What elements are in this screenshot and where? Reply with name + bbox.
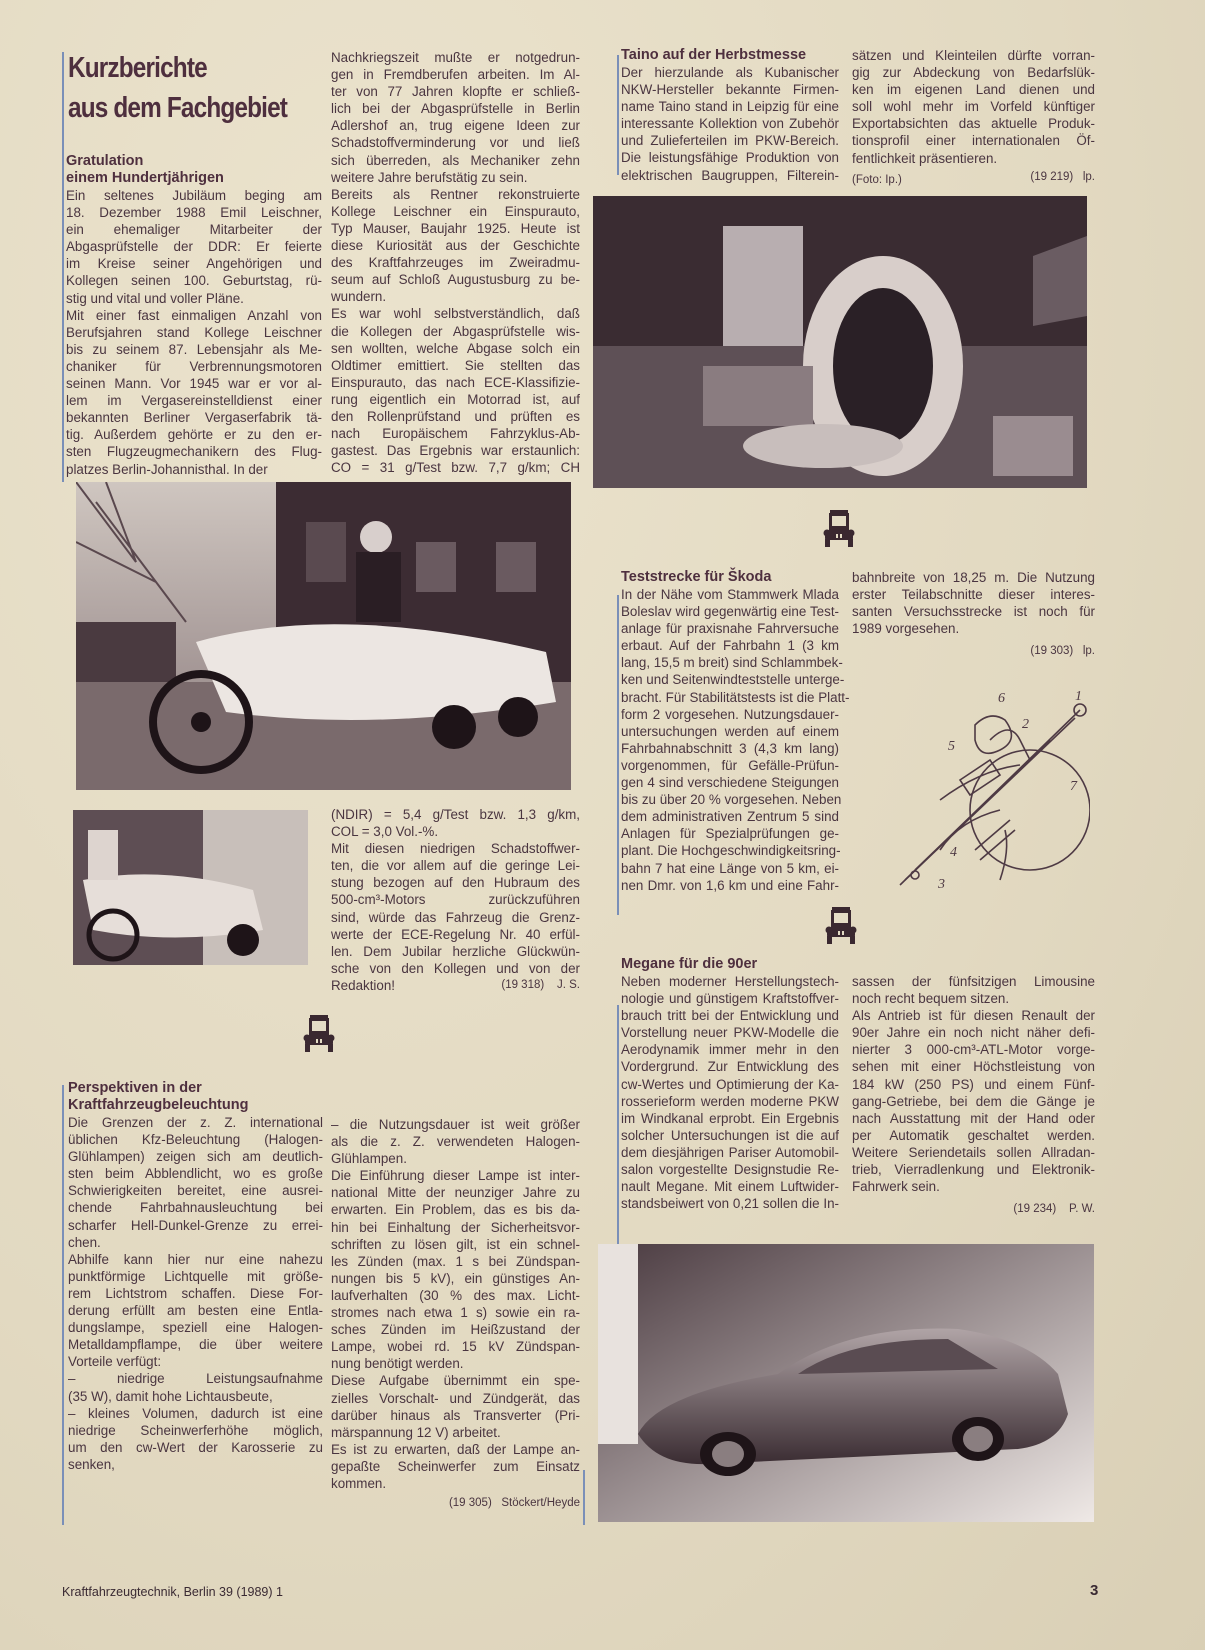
text-line: Adlershof an, trug eigene Ideen zur bbox=[331, 118, 580, 134]
text-line: (NDIR) = 5,4 g/Test bzw. 1,3 g/km, bbox=[331, 807, 580, 822]
text-line: ein ehemaliger Mitarbeiter der bbox=[66, 222, 322, 238]
photo-taino-exhibit bbox=[593, 196, 1087, 488]
text-line: Schwierigkeiten bereitet, eine ausrei- bbox=[68, 1183, 323, 1199]
text-line: Anlagen für Spezialprüfungen ge- bbox=[621, 826, 839, 842]
article-heading: einem Hundertjährigen bbox=[66, 170, 224, 186]
text-line: elektrischen Baugruppen, Filterein- bbox=[621, 167, 839, 183]
diagram-label: 6 bbox=[998, 691, 1005, 706]
text-line: Schadstoffverminderung vor und ließ bbox=[331, 135, 580, 151]
high-speed-ring-track bbox=[970, 750, 1090, 870]
article-megane-column-2 bbox=[852, 973, 1095, 1218]
text-line: stung bezogen auf den Hubraum des bbox=[331, 875, 580, 891]
article-megane-column-1 bbox=[621, 956, 839, 1212]
text-line: dungslampe, speziell eine Halogen- bbox=[68, 1320, 323, 1336]
article-skoda-column-2 bbox=[852, 569, 1095, 660]
text-line: dem administrativen Zentrum 5 sind bbox=[621, 809, 839, 825]
text-line: solcher Untersuchungen ist die auf bbox=[621, 1127, 839, 1143]
text-line: vorgenommen, für Gefälle-Prüfun- bbox=[621, 757, 839, 773]
text-line: ken im eigenen Land dienen und bbox=[852, 82, 1095, 98]
text-line: Glühlampen. bbox=[331, 1151, 407, 1167]
text-line: 1989 vorgesehen. bbox=[852, 621, 960, 637]
text-line: form 2 vorgesehen. Nutzungsdauer- bbox=[621, 706, 839, 722]
text-line: chen. bbox=[68, 1234, 101, 1250]
text-line: len. Dem Jubilar herzliche Glückwün- bbox=[331, 943, 580, 959]
text-line: Fahrbahnabschnitt 3 (4,3 km lang) bbox=[621, 740, 839, 756]
reference-number: (19 318) bbox=[501, 979, 545, 992]
text-line: erster Teilabschnitte dieser interes- bbox=[852, 587, 1095, 603]
text-line: sen wollten, welche Abgase solch ein bbox=[331, 340, 580, 356]
text-line: Der hierzulande als Kubanischer bbox=[621, 65, 839, 80]
text-line: gastest. Das Ergebnis war erstaunlich: bbox=[331, 443, 580, 459]
text-line: gig zur Abdeckung von Bedarfslük- bbox=[852, 65, 1095, 81]
text-line: – kleines Volumen, dadurch ist eine bbox=[68, 1405, 323, 1421]
article-heading: Megane für die 90er bbox=[621, 956, 758, 972]
text-line: bis zu über 20 % vorgesehen. Neben bbox=[621, 792, 842, 808]
text-line: fentlichkeit präsentieren. bbox=[852, 150, 998, 166]
text-line: des Kraftfahrzeuges im Zweiradmu- bbox=[331, 255, 580, 271]
section-title-line: Kurzberichte bbox=[68, 52, 207, 84]
text-line: den Rollenprüfstand und prüften es bbox=[331, 408, 580, 424]
photo-einspurauto-side bbox=[73, 810, 308, 965]
article-heading: Perspektiven in der bbox=[68, 1080, 202, 1096]
diagram-label: 4 bbox=[950, 845, 957, 860]
text-line: nault Megane. Mit einem Luftwider- bbox=[621, 1179, 839, 1195]
text-line: lem im Vergasereinstelldienst einer bbox=[66, 393, 322, 409]
text-line: anlage für praxisnahe Fahrversuche bbox=[621, 621, 839, 637]
text-line: 500-cm³-Motors zurückzuführen bbox=[331, 892, 580, 908]
photo-renault-megane bbox=[598, 1244, 1094, 1522]
photo-einspurauto-with-driver bbox=[76, 482, 571, 790]
text-line: Die Einführung dieser Lampe ist inter- bbox=[331, 1168, 580, 1184]
text-line: üblichen Kfz-Beleuchtung (Halogen- bbox=[68, 1132, 323, 1148]
text-line: standsbeiwert von 0,21 sollen die In- bbox=[621, 1196, 839, 1212]
text-line: interessante Kollektion von Zubehör bbox=[621, 116, 839, 132]
text-line: bahnbreite von 18,25 m. Die Nutzung bbox=[852, 570, 1095, 585]
text-line: Boleslav wird gegenwärtig eine Test- bbox=[621, 604, 839, 620]
text-line: cw-Wertes und Optimierung der Ka- bbox=[621, 1076, 839, 1092]
text-line: erbaut. Auf der Fahrbahn 1 (3 km bbox=[621, 638, 839, 654]
text-line: COL = 3,0 Vol.-%. bbox=[331, 824, 439, 840]
reference-number: (19 305) bbox=[448, 1497, 492, 1510]
text-line: und Zulieferteilen im PKW-Bereich. bbox=[621, 133, 839, 149]
text-line: santen Versuchsstrecke ist noch für bbox=[852, 604, 1095, 620]
text-line: nungen bis 5 kV), ein günstiges An- bbox=[331, 1270, 580, 1286]
text-line: plant. Die Hochgeschwindigkeitsring- bbox=[621, 843, 841, 859]
text-line: Als Antrieb ist für diesen Renault der bbox=[852, 1008, 1095, 1024]
text-line: Es war wohl selbstverständlich, daß bbox=[331, 306, 580, 322]
text-line: laufverhalten (30 % des max. Licht- bbox=[331, 1287, 580, 1303]
text-line: nierter 3 000-cm³-ATL-Motor vorge- bbox=[852, 1042, 1095, 1058]
text-line: scharfer Hell-Dunkel-Grenze zu errei- bbox=[68, 1217, 323, 1233]
article-reference bbox=[852, 1201, 1095, 1218]
article-reference bbox=[852, 169, 1095, 189]
text-line: sten Flugzeugmechanikern des Flug- bbox=[66, 444, 322, 460]
text-line: trieb, Vierradlenkung und Elektronik- bbox=[852, 1162, 1095, 1178]
footer-journal: Kraftfahrzeugtechnik, Berlin 39 (1989) 1 bbox=[62, 1585, 283, 1599]
article-skoda-column-1 bbox=[621, 569, 850, 894]
text-line: chende Fahrbahnausleuchtung bei bbox=[68, 1200, 323, 1216]
text-line: 90er Jahre ein noch nicht näher defi- bbox=[852, 1025, 1095, 1041]
text-line: Mit einer fast einmaligen Anzahl von bbox=[66, 307, 322, 323]
text-line: Aerodynamik immer mehr in den bbox=[621, 1042, 839, 1058]
text-line: punktförmige Lichtquelle mit größe- bbox=[68, 1268, 323, 1284]
text-line: rem Lichtstrom schaffen. Diese For- bbox=[68, 1285, 323, 1301]
text-line: nach Europäischem Fahrzyklus-Ab- bbox=[331, 426, 580, 442]
article-beleuchtung-column-1 bbox=[68, 1080, 323, 1473]
text-line: soll wohl mehr im Vorfeld künftiger bbox=[852, 99, 1095, 115]
text-line: märspannung 12 V) arbeitet. bbox=[331, 1424, 501, 1440]
text-line: werte der ECE-Regelung Nr. 40 erfül- bbox=[331, 926, 580, 942]
text-line: im Windkanal erprobt. Ein Ergebnis bbox=[621, 1110, 839, 1126]
text-line: brauch tritt bei der Entwicklung und bbox=[621, 1008, 839, 1024]
text-line: CO = 31 g/Test bzw. 7,7 g/km; CH bbox=[331, 460, 580, 476]
diagram-label: 5 bbox=[948, 739, 955, 754]
text-line: weitere Jahre berufstätig zu sein. bbox=[331, 169, 528, 185]
diagram-label: 2 bbox=[1022, 717, 1029, 732]
vintage-car-icon bbox=[302, 1013, 336, 1053]
text-line: Die Grenzen der z. Z. international bbox=[68, 1115, 323, 1130]
text-line: die Kollegen der Abgasprüfstelle wis- bbox=[331, 323, 580, 339]
text-line: Glühlampen) zeigen sich am deutlich- bbox=[68, 1149, 323, 1165]
text-line: erwarten. Ein Problem, das es bis da- bbox=[331, 1202, 580, 1218]
renault-megane-image bbox=[598, 1244, 1094, 1522]
author-initials: J. S. bbox=[556, 979, 580, 992]
text-line: sehen mit einer Höchstleistung von bbox=[852, 1059, 1095, 1075]
text-line: Fahrwerk sein. bbox=[852, 1179, 940, 1195]
article-reference bbox=[331, 1495, 580, 1512]
text-line: im Kreise seiner Angehörigen und bbox=[66, 256, 322, 272]
text-line: zielles Vorschalt- und Zündgerät, das bbox=[331, 1390, 580, 1406]
text-line: als die z. Z. verwendeten Halogen- bbox=[331, 1134, 580, 1150]
text-line: name Taino stand in Leipzig für eine bbox=[621, 99, 839, 115]
text-line: diese Kuriosität aus der Geschichte bbox=[331, 238, 580, 254]
article-reference bbox=[852, 643, 1095, 660]
text-line: Oldtimer emittiert. Sie stellten das bbox=[331, 357, 580, 373]
einspurauto-side-image bbox=[73, 810, 308, 965]
text-line: lang, 15,5 m breit) sind Schlammbek- bbox=[621, 655, 843, 671]
article-gratulation-column-3 bbox=[331, 806, 580, 994]
text-line: sassen der fünfsitzigen Limousine bbox=[852, 974, 1095, 989]
column-rule bbox=[62, 52, 64, 482]
text-line: nen Dmr. von 1,6 km und eine Fahr- bbox=[621, 877, 839, 893]
author-initials: lp. bbox=[1082, 170, 1095, 183]
text-line: Kollegen seinen 100. Geburtstag, rü- bbox=[66, 273, 322, 289]
reference-number: (19 303) bbox=[1030, 645, 1074, 658]
text-line: tionsprofil einer internationalen Öf- bbox=[852, 133, 1095, 149]
text-line: Berufsjahren stand Kollege Leischner bbox=[66, 324, 322, 340]
text-line: salon vorgestellte Designstudie Re- bbox=[621, 1162, 839, 1178]
section-title-line: aus dem Fachgebiet bbox=[68, 92, 288, 124]
article-gratulation-column-1 bbox=[66, 153, 322, 478]
author-initials: lp. bbox=[1082, 645, 1095, 658]
article-heading: Kraftfahrzeugbeleuchtung bbox=[68, 1097, 249, 1113]
text-line: schriften zu lösen gilt, ist ein schnel- bbox=[331, 1236, 580, 1252]
taino-exhibit-image bbox=[593, 196, 1087, 488]
text-line: ken und Seitenwindteststelle unterge- bbox=[621, 672, 845, 688]
diagram-label: 1 bbox=[1075, 689, 1082, 704]
text-line: rosserieform werden moderne PKW bbox=[621, 1093, 839, 1109]
text-line: niedrige Scheinwerferhöhe möglich, bbox=[68, 1422, 323, 1438]
text-line: In der Nähe vom Stammwerk Mlada bbox=[621, 587, 839, 602]
einspurauto-photo-image bbox=[76, 482, 571, 790]
text-line: platzes Berlin-Johannisthal. In der bbox=[66, 461, 268, 477]
text-line: nach Ausstattung mit der Hand oder bbox=[852, 1110, 1095, 1126]
text-line: gang-Getriebe, bei dem die Gänge je bbox=[852, 1093, 1095, 1109]
text-line: bis zu seinem 87. Lebensjahr als Me- bbox=[66, 341, 322, 357]
text-line: ten, die vor allem auf die geringe Lei- bbox=[331, 858, 580, 874]
text-line: – niedrige Leistungsaufnahme bbox=[68, 1371, 323, 1387]
text-line: Metalldampflampe, die über weitere bbox=[68, 1337, 323, 1353]
author-initials: P. W. bbox=[1069, 1203, 1095, 1216]
text-line: Es ist zu erwarten, daß der Lampe an- bbox=[331, 1441, 580, 1457]
text-line: sches Zünden im Heißzustand der bbox=[331, 1322, 580, 1338]
text-line: gepaßte Scheinwerfer zum Einsatz bbox=[331, 1458, 580, 1474]
article-taino-column-1 bbox=[621, 47, 839, 184]
text-line: seum auf Schloß Augustusburg zu be- bbox=[331, 272, 580, 288]
text-line: hin bei Einhaltung der Sicherheitsvor- bbox=[331, 1219, 580, 1235]
text-line: tig. Außerdem gehörte er zu den er- bbox=[66, 427, 322, 443]
text-line: nologie und günstigem Kraftstoffver- bbox=[621, 991, 839, 1007]
text-line: Kollege Leischner ein Einspurauto, bbox=[331, 203, 580, 219]
article-heading: Teststrecke für Škoda bbox=[621, 569, 772, 585]
text-line: derung erfüllt am besten eine Entla- bbox=[68, 1303, 323, 1319]
text-line: bekannten Berliner Vergaserfabrik tä- bbox=[66, 410, 322, 426]
photo-credit: (Foto: Ip.) bbox=[852, 173, 902, 186]
text-line: lich bei der Abgasprüfstelle in Berlin bbox=[331, 101, 580, 117]
reference-number: (19 234) bbox=[1013, 1203, 1057, 1216]
article-gratulation-column-2 bbox=[331, 49, 580, 476]
text-line: per Automatik geschaltet werden. bbox=[852, 1127, 1095, 1143]
text-line: Redaktion! bbox=[331, 977, 396, 993]
text-line: Die leistungsfähige Produktion von bbox=[621, 150, 839, 166]
reference-number: (19 219) bbox=[1030, 170, 1074, 183]
text-line: – die Nutzungsdauer ist weit größer bbox=[331, 1117, 580, 1132]
text-line: sind, würde das Fahrzeug die Grenz- bbox=[331, 909, 580, 925]
text-line: Vordergrund. Zur Entwicklung des bbox=[621, 1059, 839, 1075]
article-taino-column-2 bbox=[852, 47, 1095, 189]
diagram-label: 7 bbox=[1070, 779, 1077, 794]
column-rule bbox=[617, 1005, 619, 1245]
text-line: Diese Aufgabe übernimmt ein spe- bbox=[331, 1373, 580, 1389]
text-line: Nachkriegszeit mußte er notgedrun- bbox=[331, 50, 580, 65]
text-line: (35 W), damit hohe Lichtausbeute, bbox=[68, 1388, 273, 1404]
author-name: Stöckert/Heyde bbox=[501, 1497, 580, 1510]
text-line: bracht. Für Stabilitätstests ist die Platt- bbox=[621, 689, 850, 705]
text-line: Ein seltenes Jubiläum beging am bbox=[66, 188, 322, 203]
text-line: Abgasprüfstelle der DDR: Er feierte bbox=[66, 239, 322, 255]
text-line: chaniker für Verbrennungsmotoren bbox=[66, 358, 322, 374]
article-heading: Taino auf der Herbstmesse bbox=[621, 47, 807, 63]
text-line: sche von den Kollegen und von der bbox=[331, 960, 580, 976]
text-line: Lampe, wobei rd. 15 kV Zündspan- bbox=[331, 1339, 580, 1355]
diagram-label: 3 bbox=[938, 877, 945, 890]
column-rule bbox=[62, 1085, 64, 1525]
text-line: ter von 77 Jahren klopfte er schließ- bbox=[331, 84, 580, 100]
text-line: national Mitte der neunziger Jahre zu bbox=[331, 1185, 580, 1201]
text-line: um den cw-Wert der Karosserie zu bbox=[68, 1439, 323, 1455]
text-line: gen in Fremdberufen arbeiten. Im Al- bbox=[331, 67, 580, 83]
text-line: Exportabsichten das aktuelle Produk- bbox=[852, 116, 1095, 132]
text-line: gen 4 sind verschiedene Steigungen bbox=[621, 775, 839, 791]
text-line: 18. Dezember 1988 Emil Leischner, bbox=[66, 205, 322, 221]
text-line: untersuchungen werden auf einem bbox=[621, 723, 839, 739]
text-line: stromes nach etwa 1 s) sowie ein ra- bbox=[331, 1305, 580, 1321]
column-rule bbox=[617, 55, 619, 175]
test-track-diagram bbox=[880, 680, 1090, 890]
section-title bbox=[68, 48, 323, 128]
page-number: 3 bbox=[1090, 1582, 1099, 1599]
text-line: Vorteile verfügt: bbox=[68, 1354, 162, 1370]
text-line: dem diesjährigen Pariser Automobil- bbox=[621, 1144, 839, 1160]
text-line: rung eigentlich ein Motorrad ist, auf bbox=[331, 391, 580, 407]
text-line: NKW-Hersteller bekannte Firmen- bbox=[621, 82, 839, 98]
text-line: Einspurauto, das nach ECE-Klassifizie- bbox=[331, 374, 580, 390]
text-line: wundern. bbox=[331, 289, 387, 305]
text-line: bahn 7 hat eine Länge von 5 km, ei- bbox=[621, 860, 839, 876]
article-heading: Gratulation bbox=[66, 153, 144, 169]
column-rule bbox=[617, 595, 619, 915]
text-line: Bereits als Rentner rekonstruierte bbox=[331, 186, 580, 202]
text-line: Vorstellung neuer PKW-Modelle die bbox=[621, 1025, 839, 1041]
text-line: les Zünden (max. 1 s bei Zündspan- bbox=[331, 1253, 580, 1269]
text-line: sich überreden, als Mechaniker zehn bbox=[331, 152, 580, 168]
column-rule bbox=[583, 1470, 585, 1525]
text-line: sätzen und Kleinteilen dürfte vorran- bbox=[852, 48, 1095, 63]
article-beleuchtung-column-2 bbox=[331, 1116, 580, 1512]
text-line: 184 kW (250 PS) und einem Fünf- bbox=[852, 1076, 1095, 1092]
text-line: Typ Mauser, Baujahr 1925. Heute ist bbox=[331, 220, 580, 236]
text-line: Weitere Seriendetails sollen Allradan- bbox=[852, 1144, 1095, 1160]
text-line: senken, bbox=[68, 1456, 115, 1472]
text-line: kommen. bbox=[331, 1475, 387, 1491]
text-line: seinen Mann. Vor 1945 war er vor al- bbox=[66, 376, 322, 392]
text-line: sten beim Abblendlicht, wo es große bbox=[68, 1166, 323, 1182]
vintage-car-icon bbox=[824, 905, 858, 945]
text-line: Mit diesen niedrigen Schadstoffwer- bbox=[331, 841, 580, 857]
text-line: nung benötigt werden. bbox=[331, 1356, 464, 1372]
text-line: noch recht bequem sitzen. bbox=[852, 991, 1010, 1007]
text-line: Abhilfe kann hier nur eine nahezu bbox=[68, 1251, 323, 1267]
text-line: Neben moderner Herstellungstech- bbox=[621, 974, 839, 989]
text-line: stig und vital und voller Pläne. bbox=[66, 290, 244, 306]
vintage-car-icon bbox=[822, 508, 856, 548]
text-line: darüber hinaus als Transverter (Pri- bbox=[331, 1407, 580, 1423]
